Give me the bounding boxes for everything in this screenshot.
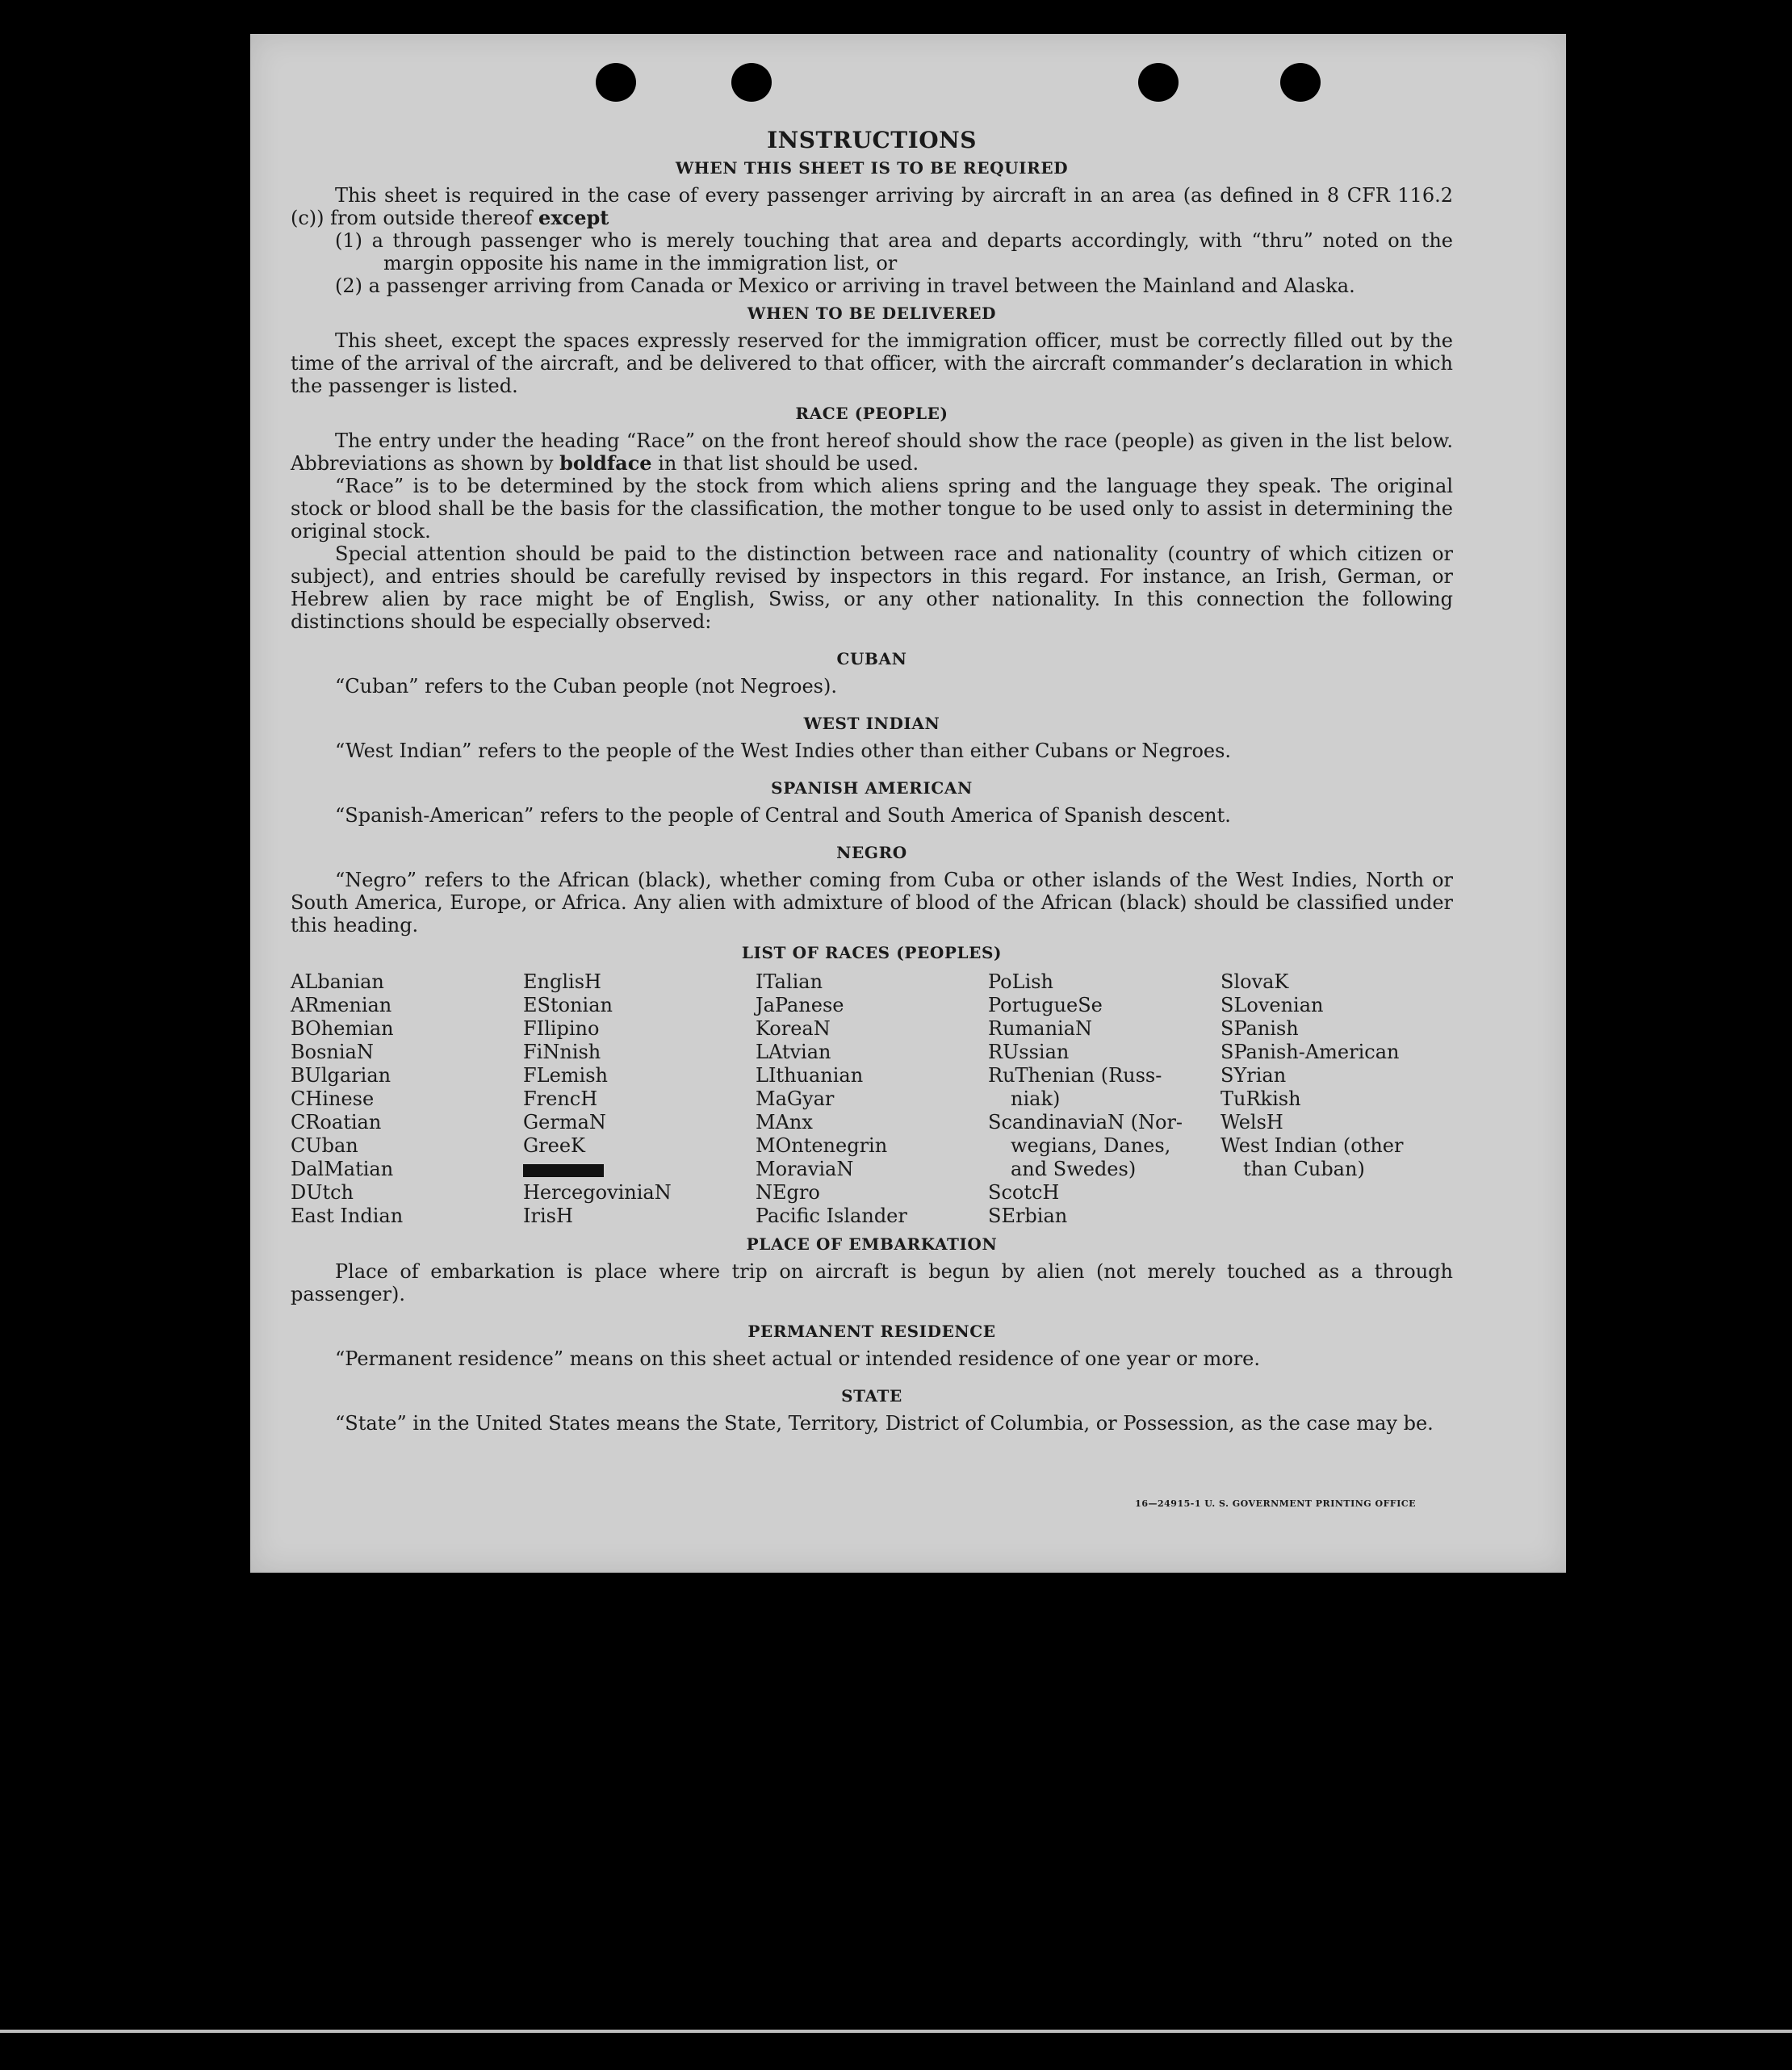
race-item-continued: and Swedes) xyxy=(1011,1158,1137,1180)
race-item: IrisH xyxy=(523,1205,573,1227)
redacted-entry xyxy=(523,1158,756,1181)
race-item: JaPanese xyxy=(756,994,844,1016)
race-item: DUtch xyxy=(291,1181,354,1204)
race-item: PoLish xyxy=(988,970,1054,993)
paragraph-negro: “Negro” refers to the African (black), whether coming from Cuba or other islands of the West Indies, North or South America, Europe, or Africa. Any alien with admixture of blood of the African (black) should be classified under this heading. xyxy=(291,869,1453,937)
race-item: KoreaN xyxy=(756,1017,831,1040)
race-item: GermaN xyxy=(523,1111,606,1133)
paragraph-cuban: “Cuban” refers to the Cuban people (not Negroes). xyxy=(335,675,837,698)
race-item: PortugueSe xyxy=(988,994,1103,1016)
race-item: MAnx xyxy=(756,1111,813,1133)
race-item: FiNnish xyxy=(523,1041,601,1063)
section-heading-negro: NEGRO xyxy=(836,843,907,862)
list-item-exception-2: (2) a passenger arriving from Canada or Mexico or arriving in travel between the Mainland and Alaska. xyxy=(335,274,1355,297)
document-content xyxy=(291,129,1453,1435)
race-item: West Indian (other xyxy=(1220,1134,1404,1157)
race-item: NEgro xyxy=(756,1181,820,1204)
races-list xyxy=(291,970,1453,1228)
races-column-4 xyxy=(988,970,1220,1228)
paragraph-race-3: Special attention should be paid to the distinction between race and nationality (country of which citizen or subject), and entries should be carefully revised by inspectors in this regard. For instance, an Irish, German, or Hebrew alien by race might be of English, Swiss, or any other nationality. In this connection the following distinctions should be especially observed: xyxy=(291,543,1453,633)
scan-edge-line xyxy=(0,2030,1792,2033)
list-item-exception-1: (1) a through passenger who is merely touching that area and departs accordingly, with “thru” noted on the margin opposite his name in the immigration list, or xyxy=(335,229,1453,274)
punch-hole xyxy=(731,63,772,102)
race-item-continued: niak) xyxy=(1011,1087,1061,1110)
race-item: LIthuanian xyxy=(756,1064,864,1087)
race-item: SPanish-American xyxy=(1220,1041,1400,1063)
document-title: INSTRUCTIONS xyxy=(767,127,977,153)
paragraph-race-1: The entry under the heading “Race” on the front hereof should show the race (people) as given in the list below. Abbreviations as shown by boldface in that list should be used. xyxy=(291,430,1453,475)
race-item: GreeK xyxy=(523,1134,585,1157)
race-item: BOhemian xyxy=(291,1017,394,1040)
printer-mark: 16—24915-1 U. S. GOVERNMENT PRINTING OFFICE xyxy=(1135,1498,1416,1509)
race-item: CHinese xyxy=(291,1087,375,1110)
race-item: SLovenian xyxy=(1220,994,1324,1016)
race-item: SlovaK xyxy=(1220,970,1289,993)
race-item: SYrian xyxy=(1220,1064,1287,1087)
section-heading-state: STATE xyxy=(841,1386,902,1406)
race-item: WelsH xyxy=(1220,1111,1283,1133)
paragraph-state: “State” in the United States means the State, Territory, District of Columbia, or Possession, as the case may be. xyxy=(335,1412,1434,1435)
section-heading-races-list: LIST OF RACES (PEOPLES) xyxy=(741,943,1003,962)
race-item: FIlipino xyxy=(523,1017,600,1040)
race-item: HercegoviniaN xyxy=(523,1181,672,1204)
race-item-continued: wegians, Danes, xyxy=(1011,1134,1171,1157)
section-heading-cuban: CUBAN xyxy=(836,649,907,668)
race-item: CRoatian xyxy=(291,1111,382,1133)
race-item: SPanish xyxy=(1220,1017,1299,1040)
race-item: RumaniaN xyxy=(988,1017,1093,1040)
redaction-mark xyxy=(523,1164,604,1177)
paragraph-race-2: “Race” is to be determined by the stock from which aliens spring and the language they speak. The original stock or blood shall be the basis for the classification, the mother tongue to be used only to assist in determining the original stock. xyxy=(291,475,1453,543)
race-item: LAtvian xyxy=(756,1041,831,1063)
race-item: BUlgarian xyxy=(291,1064,391,1087)
race-item: ScandinaviaN (Nor- xyxy=(988,1111,1183,1133)
race-item: MaGyar xyxy=(756,1087,835,1110)
section-heading-race: RACE (PEOPLE) xyxy=(795,404,948,423)
races-column-5 xyxy=(1220,970,1453,1228)
race-item: MOntenegrin xyxy=(756,1134,888,1157)
race-item: EStonian xyxy=(523,994,613,1016)
race-item: Pacific Islander xyxy=(756,1205,907,1227)
race-item: ARmenian xyxy=(291,994,392,1016)
paragraph-residence: “Permanent residence” means on this sheet actual or intended residence of one year or more. xyxy=(335,1347,1260,1370)
race-item: FLemish xyxy=(523,1064,608,1087)
paragraph-spanish-american: “Spanish-American” refers to the people of Central and South America of Spanish descent. xyxy=(335,804,1231,827)
race-item: ScotcH xyxy=(988,1181,1060,1204)
section-heading-residence: PERMANENT RESIDENCE xyxy=(747,1322,996,1341)
section-heading-required: WHEN THIS SHEET IS TO BE REQUIRED xyxy=(675,158,1069,178)
race-item: RuThenian (Russ- xyxy=(988,1064,1162,1087)
paragraph-embarkation: Place of embarkation is place where trip on aircraft is begun by alien (not merely touched as a through passenger). xyxy=(291,1260,1453,1305)
paragraph-required: This sheet is required in the case of every passenger arriving by aircraft in an area (as defined in 8 CFR 116.2 (c)) from outside thereof except xyxy=(291,184,1453,229)
race-item: DalMatian xyxy=(291,1158,394,1180)
races-column-2 xyxy=(523,970,756,1228)
section-heading-embarkation: PLACE OF EMBARKATION xyxy=(746,1234,998,1254)
punch-hole xyxy=(596,63,636,102)
section-heading-delivered: WHEN TO BE DELIVERED xyxy=(747,304,997,323)
race-item-continued: than Cuban) xyxy=(1243,1158,1365,1180)
race-item: RUssian xyxy=(988,1041,1070,1063)
punch-hole xyxy=(1280,63,1321,102)
race-item: ALbanian xyxy=(291,970,384,993)
race-item: TuRkish xyxy=(1220,1087,1301,1110)
race-item: FrencH xyxy=(523,1087,598,1110)
paragraph-delivered: This sheet, except the spaces expressly reserved for the immigration officer, must be correctly filled out by the time of the arrival of the aircraft, and be delivered to that officer, with the aircraft commander’s declaration in which the passenger is listed. xyxy=(291,329,1453,397)
paragraph-west-indian: “West Indian” refers to the people of the West Indies other than either Cubans or Negroes. xyxy=(335,740,1232,762)
section-heading-west-indian: WEST INDIAN xyxy=(803,714,940,733)
race-item: ITalian xyxy=(756,970,823,993)
document-sheet xyxy=(250,34,1566,1573)
races-column-3 xyxy=(756,970,988,1228)
race-item: East Indian xyxy=(291,1205,404,1227)
race-item: EnglisH xyxy=(523,970,601,993)
punch-hole xyxy=(1138,63,1179,102)
section-heading-spanish-american: SPANISH AMERICAN xyxy=(771,778,973,798)
race-item: SErbian xyxy=(988,1205,1068,1227)
races-column-1 xyxy=(291,970,523,1228)
race-item: BosniaN xyxy=(291,1041,374,1063)
race-item: CUban xyxy=(291,1134,358,1157)
race-item: MoraviaN xyxy=(756,1158,854,1180)
